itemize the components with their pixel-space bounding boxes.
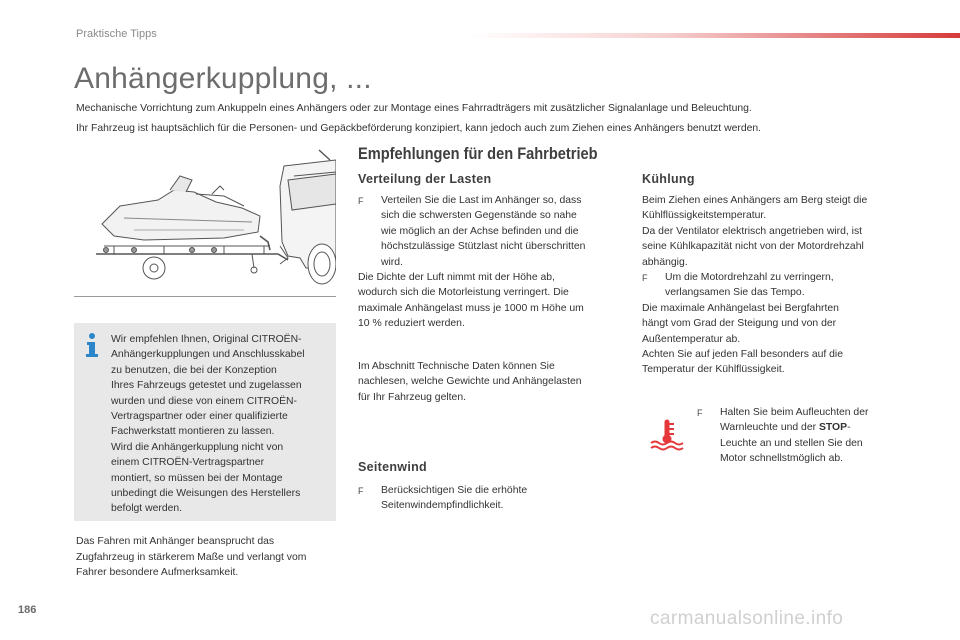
text-line: Verteilen Sie die Last im Anhänger so, dass — [381, 195, 582, 206]
text-line: wie möglich an der Achse befinden und die — [381, 225, 579, 237]
info-line: Anhängerkupplungen und Anschlusskabel — [111, 349, 305, 361]
warning-line: Das Fahren mit Anhänger beansprucht das — [76, 536, 275, 547]
text-line: Da der Ventilator elektrisch angetrieben wird, ist — [642, 225, 863, 237]
text-line: Seitenwindempfindlichkeit. — [381, 500, 504, 512]
text-line: Die Dichte der Luft nimmt mit der Höhe ab, — [358, 272, 555, 284]
info-line: einem CITROËN-Vertragspartner — [111, 457, 265, 469]
text-span: Warnleuchte und der — [720, 422, 819, 434]
cooling-paragraph — [642, 193, 897, 270]
header-accent-bar — [470, 33, 960, 38]
bullet-icon: F — [358, 196, 364, 206]
text-line: verlangsamen Sie das Tempo. — [665, 287, 805, 299]
illustration-rule — [74, 296, 336, 297]
load-bullet-text — [381, 193, 618, 270]
cooling-paragraph-2 — [642, 301, 897, 378]
text-line: Achten Sie auf jeden Fall besonders auf die — [642, 349, 844, 361]
coolant-warning-text — [720, 405, 897, 467]
text-line: höchstzulässige Stützlast nicht überschritten — [381, 241, 586, 253]
warning-line: Fahrer besondere Aufmerksamkeit. — [76, 567, 239, 579]
info-line: Fachwerkstatt montieren zu lassen. — [111, 426, 275, 438]
stop-label: STOP — [818, 422, 848, 434]
text-line: Motor schnellstmöglich ab. — [720, 453, 844, 465]
crosswind-bullet — [358, 483, 618, 514]
info-text — [111, 332, 331, 517]
info-line: befolgt werden. — [111, 503, 183, 515]
technical-data-paragraph — [358, 359, 618, 405]
text-line: Im Abschnitt Technische Daten können Sie — [358, 361, 555, 372]
text-line: wodurch sich die Motorleistung verringert. Die — [358, 287, 569, 299]
text-line: Außentemperatur ab. — [642, 333, 741, 345]
bullet-icon: F — [358, 486, 364, 496]
coolant-warning-item — [697, 405, 897, 467]
info-line: Wir empfehlen Ihnen, Original CITROËN- — [111, 334, 302, 345]
recommendations-heading: Empfehlungen für den Fahrbetrieb — [358, 144, 598, 163]
text-line: maximale Anhängelast muss je 1000 m Höhe um — [358, 302, 584, 314]
info-line: Vertragspartner oder einer qualifizierte — [111, 411, 288, 423]
info-line: montiert, so müssen bei der Montage — [111, 472, 283, 484]
text-line: nachlesen, welche Gewichte und Anhängelasten — [358, 376, 582, 388]
text-line — [720, 420, 897, 435]
text-line: wird. — [381, 256, 403, 268]
page-title: Anhängerkupplung, ... — [74, 62, 372, 95]
load-distribution-section — [358, 193, 618, 332]
info-line: Wird die Anhängerkupplung nicht von — [111, 441, 284, 453]
cooling-section — [642, 193, 897, 378]
text-span: - — [847, 422, 851, 434]
intro-paragraph-2: Ihr Fahrzeug ist hauptsächlich für die Personen- und Gepäckbeförderung konzipiert, kann jedoch auch zum Ziehen eines Anhängers benutzt werden. — [76, 123, 762, 134]
text-line: sich die schwersten Gegenstände so nahe — [381, 210, 577, 222]
text-line: Halten Sie beim Aufleuchten der — [720, 407, 869, 418]
info-line: Ihres Fahrzeugs getestet und zugelassen — [111, 380, 302, 392]
text-line: Die maximale Anhängelast bei Bergfahrten — [642, 302, 839, 314]
crosswind-heading: Seitenwind — [358, 460, 427, 474]
coolant-warning-bullet — [697, 405, 897, 467]
text-line: 10 % reduziert werden. — [358, 318, 465, 330]
text-line: Leuchte an und stellen Sie den — [720, 437, 863, 449]
text-line: für Ihr Fahrzeug gelten. — [358, 391, 467, 403]
crosswind-section — [358, 483, 618, 514]
bullet-icon: F — [642, 273, 648, 284]
cooling-bullet — [642, 270, 897, 301]
cooling-heading: Kühlung — [642, 172, 695, 186]
watermark: carmanualsonline.info — [650, 608, 844, 629]
air-density-paragraph — [358, 270, 618, 332]
coolant-temperature-icon — [649, 419, 685, 451]
warning-line: Zugfahrzeug in stärkerem Maße und verlangt vom — [76, 551, 307, 563]
load-bullet — [358, 193, 618, 270]
text-line: abhängig. — [642, 256, 688, 268]
text-line: Temperatur der Kühlflüssigkeit. — [642, 364, 785, 376]
info-line: wurden und diese von einem CITROËN- — [111, 395, 297, 407]
info-line: unbedingt die Weisungen des Herstellers — [111, 488, 301, 500]
text-line: Um die Motordrehzahl zu verringern, — [665, 272, 834, 284]
text-line: Kühlflüssigkeitstemperatur. — [642, 210, 767, 222]
page-number: 186 — [18, 604, 37, 616]
text-line: Berücksichtigen Sie die erhöhte — [381, 485, 528, 496]
bullet-icon: F — [697, 408, 703, 418]
towing-warning-paragraph — [76, 534, 338, 581]
load-distribution-heading: Verteilung der Lasten — [358, 172, 492, 186]
section-label: Praktische Tipps — [76, 28, 157, 40]
text-line: seine Kühlkapazität nicht von der Motordrehzahl — [642, 241, 864, 253]
info-line: zu benutzen, die bei der Konzeption — [111, 364, 277, 376]
text-line: Beim Ziehen eines Anhängers am Berg steigt die — [642, 195, 868, 206]
intro-paragraph-1: Mechanische Vorrichtung zum Ankuppeln eines Anhängers oder zur Montage eines Fahrradträgers mit zusätzlicher Signalanlage und Beleuchtung. — [76, 103, 752, 114]
trailer-jetski-illustration — [74, 146, 336, 296]
cooling-bullet-text — [665, 270, 897, 301]
info-icon — [84, 332, 100, 358]
text-line: hängt vom Grad der Steigung und von der — [642, 318, 837, 330]
crosswind-bullet-text — [381, 483, 618, 514]
